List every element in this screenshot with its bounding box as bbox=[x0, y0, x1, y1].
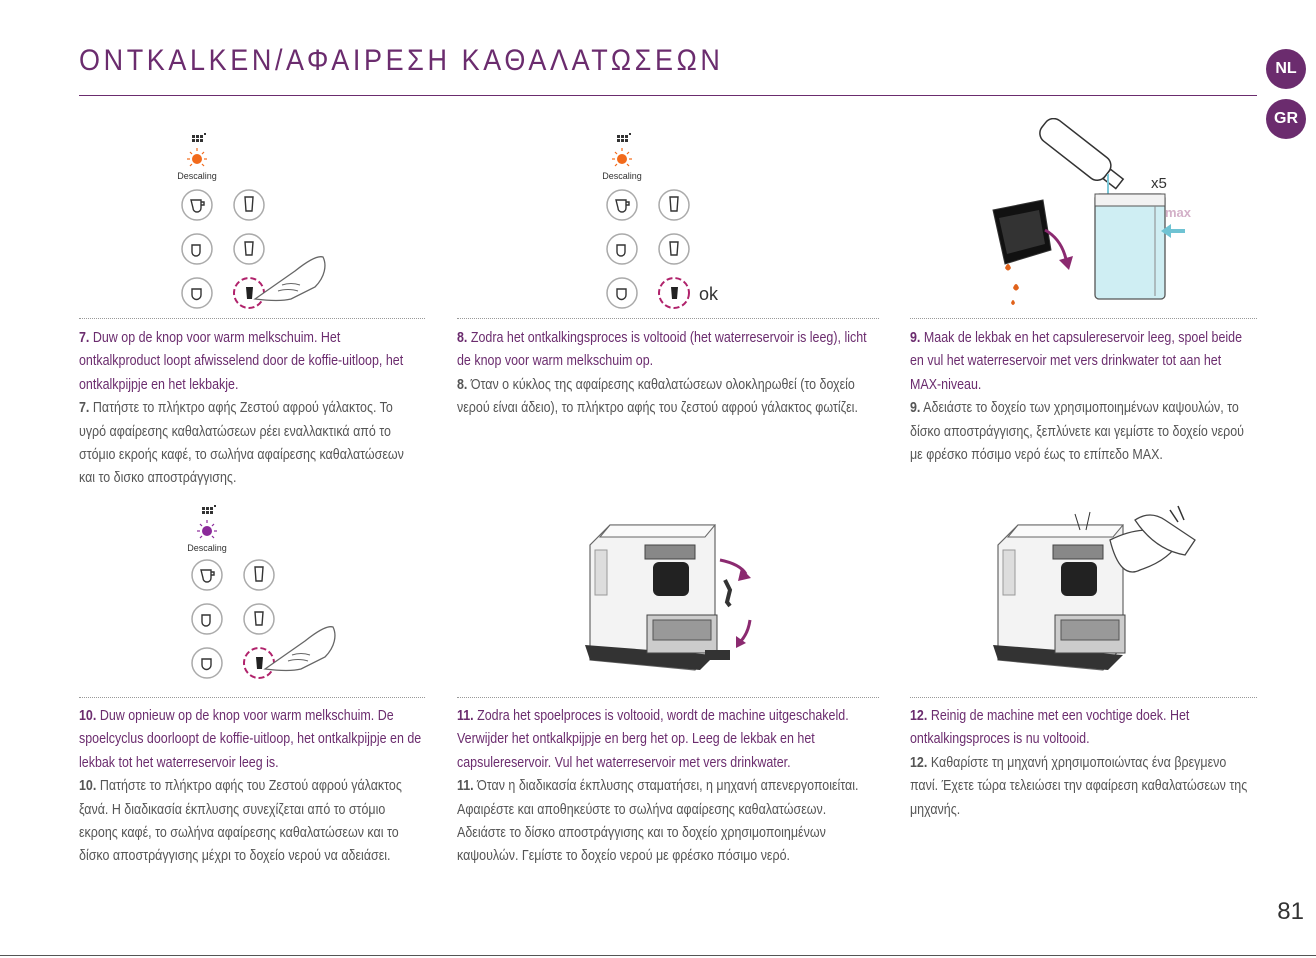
lang-tab-nl[interactable]: NL bbox=[1266, 49, 1306, 89]
max-label: max bbox=[1165, 205, 1192, 220]
step-12-text bbox=[910, 705, 1256, 822]
svg-text:Descaling: Descaling bbox=[187, 543, 227, 553]
title-nl: ONTKALKEN bbox=[79, 44, 275, 77]
title-divider bbox=[79, 95, 1257, 96]
separator bbox=[910, 697, 1257, 698]
step-12-nl: 12. Reinig de machine met een vochtige doek. Het ontkalkingsproces is nu voltooid. bbox=[910, 708, 1190, 748]
step-9-nl: 9. Maak de lekbak en het capsulereservoir leeg, spoel beide en vul het waterreservoir met vers drinkwater tot aan het MAX-niveau. bbox=[910, 330, 1243, 393]
step-9-text bbox=[910, 327, 1256, 467]
control-panel-illustration-step7 bbox=[160, 125, 360, 315]
footer-divider bbox=[0, 955, 1316, 956]
lang-tab-gr[interactable]: GR bbox=[1266, 99, 1306, 139]
machine-illustration-step12 bbox=[990, 500, 1205, 690]
descaling-indicator bbox=[187, 505, 227, 553]
descaling-indicator bbox=[177, 133, 217, 181]
step-7-gr: 7. Πατήστε το πλήκτρο αφής Ζεστού αφρού γάλακτος. Το υγρό αφαίρεσης καθαλατώσεων ρέει εναλλακτικά από το στόμιο εκροής καφέ, το σωλήνα αφαίρεσης καθαλατώσεων και το δισκο αποστράγγισης. bbox=[79, 400, 404, 487]
step-7-text bbox=[79, 327, 423, 491]
control-panel-illustration-step8 bbox=[585, 125, 785, 315]
step-11-text bbox=[457, 705, 877, 869]
step-10-nl: 10. Duw opnieuw op de knop voor warm melkschuim. De spoelcyclus doorloopt de koffie-uitloop, het ontkalkpijpje en de lekbak tot het waterreservoir leeg is. bbox=[79, 708, 422, 771]
step-8-text bbox=[457, 327, 877, 421]
step-8-nl: 8. Zodra het ontkalkingsproces is voltooid (het waterreservoir is leeg), licht de knop voor warm melkschuim op. bbox=[457, 330, 867, 370]
separator bbox=[79, 318, 425, 319]
step-10-gr: 10. Πατήστε το πλήκτρο αφής του Ζεστού αφρού γάλακτος ξανά. Η διαδικασία έκπλυσης συνεχίζεται από το στόμιο εκροης καφέ, το σωλήνα αφαίρεσης καθαλατώσεων και το δίσκο αποστράγγισης μέχρι το δοχείο νερού να αδειάσει. bbox=[79, 778, 402, 865]
svg-text:Descaling: Descaling bbox=[177, 171, 217, 181]
step-11-nl: 11. Zodra het spoelproces is voltooid, wordt de machine uitgeschakeld. Verwijder het ontkalkpijpje en berg het op. Leeg de lekbak en het capsulereservoir. Vul het waterreservoir met vers drinkwater. bbox=[457, 708, 849, 771]
page-number: 81 bbox=[1277, 898, 1304, 925]
step-7-nl: 7. Duw op de knop voor warm melkschuim. Het ontkalkproduct loopt afwisselend door de koffie-uitloop, het ontkalkpijpje en het lekbakje. bbox=[79, 330, 404, 393]
ok-label: ok bbox=[699, 284, 719, 304]
step-8-gr: 8. Όταν ο κύκλος της αφαίρεσης καθαλατώσεων ολοκληρωθεί (το δοχείο νερού είναι άδειο), το πλήκτρο αφής του ζεστού αφρού γάλακτος φωτίζει. bbox=[457, 376, 858, 417]
control-panel-illustration-step10 bbox=[170, 497, 370, 687]
page-title bbox=[79, 44, 723, 78]
svg-text:Descaling: Descaling bbox=[602, 171, 642, 181]
step-11-gr: 11. Όταν η διαδικασία έκπλυσης σταματήσει, η μηχανή απενεργοποιείται. Αφαιρέστε και αποθηκεύστε το σωλήνα αφαίρεσης καθαλατώσεων. Αδειάστε το δίσκο αποστράγγισης και το δοχείο χρησιμοποιημένων καψουλών. Γεμίστε το δοχείο νερού με φρέσκο πόσιμο νερό. bbox=[457, 778, 859, 865]
machine-illustration-step11 bbox=[585, 510, 765, 690]
step-9-gr: 9. Αδειάστε το δοχείο των χρησιμοποιημένων καψουλών, το δίσκο αποστράγγισης, ξεπλύνετε και γεμίστε το δοχείο νερού με φρέσκο πόσιμο νερό έως το επίπεδο MAX. bbox=[910, 400, 1244, 464]
step-12-gr: 12. Καθαρίστε τη μηχανή χρησιμοποιώντας ένα βρεγμενο πανί. Έχετε τώρα τελειώσει την αφαίρεση καθαλατώσεων της μηχανής. bbox=[910, 754, 1248, 818]
title-separator: / bbox=[274, 44, 287, 77]
separator bbox=[79, 697, 425, 698]
separator bbox=[910, 318, 1257, 319]
descaling-indicator bbox=[602, 133, 642, 181]
step-10-text bbox=[79, 705, 425, 869]
title-gr: ΑΦΑΙΡΕΣΗ ΚΑΘΑΛΑΤΩΣΕΩΝ bbox=[286, 44, 724, 77]
separator bbox=[457, 318, 879, 319]
water-tank-illustration-step9 bbox=[975, 118, 1215, 313]
x5-label: x5 bbox=[1151, 175, 1167, 192]
separator bbox=[457, 697, 879, 698]
